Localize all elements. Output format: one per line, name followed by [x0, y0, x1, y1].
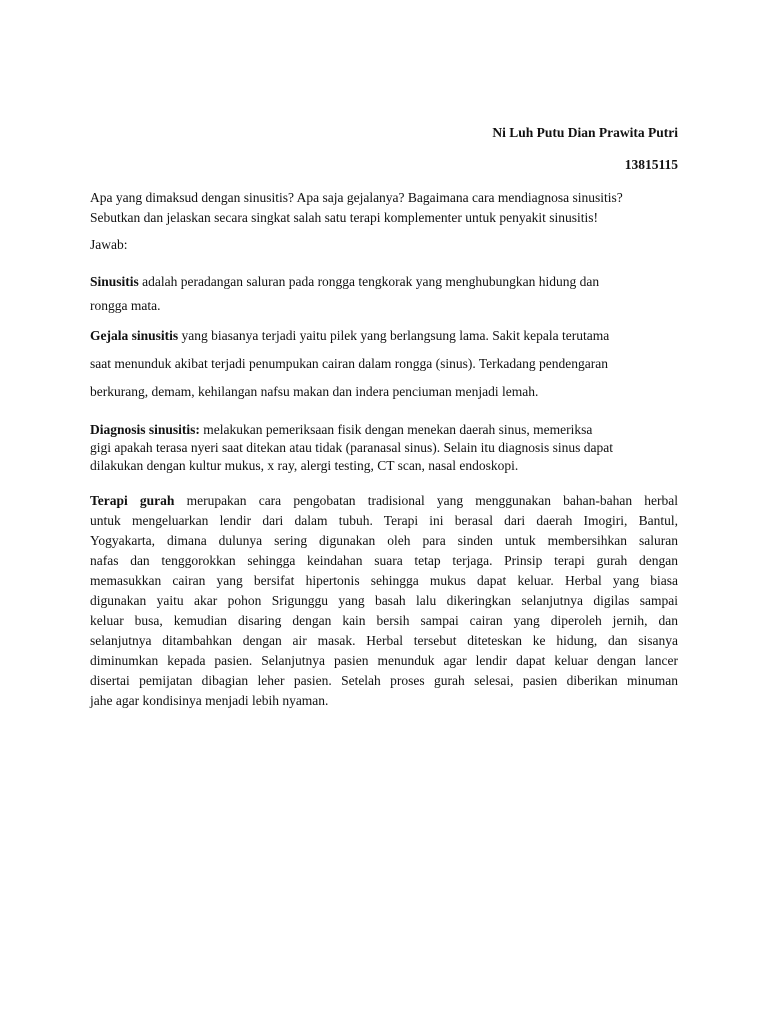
paragraph-line: disertai pemijatan dibagian leher pasien. Setelah proses gurah selesai, pasien diberikan minuman	[90, 673, 678, 688]
sinusitis-text: adalah peradangan saluran pada rongga tengkorak yang menghubungkan hidung dan	[138, 274, 600, 289]
gejala-term: Gejala sinusitis	[90, 328, 179, 343]
gejala-text: yang biasanya terjadi yaitu pilek yang berlangsung lama. Sakit kepala terutama	[178, 328, 610, 343]
diagnosis-text: melakukan pemeriksaan fisik dengan menekan daerah sinus, memeriksa	[199, 422, 593, 437]
diagnosis-paragraph	[90, 421, 680, 475]
gejala-paragraph	[90, 322, 680, 406]
paragraph-line: untuk mengeluarkan lendir dari dalam tubuh. Terapi ini berasal dari daerah Imogiri, Bantul,	[90, 513, 678, 528]
paragraph-line: rongga mata.	[90, 298, 161, 313]
paragraph-line: berkurang, demam, kehilangan nafsu makan dan indera penciuman menjadi lemah.	[90, 384, 539, 399]
paragraph-line: selanjutnya ditambahkan dengan air masak. Herbal tersebut diteteskan ke hidung, dan sisanya	[90, 633, 678, 648]
sinusitis-term: Sinusitis	[90, 274, 139, 289]
paragraph-line: diminumkan kepada pasien. Selanjutnya pasien menunduk agar lendir dapat keluar dengan lancer	[90, 653, 678, 668]
diagnosis-term: Diagnosis sinusitis:	[90, 422, 200, 437]
terapi-text: merupakan cara pengobatan tradisional yang menggunakan bahan-bahan herbal	[174, 493, 678, 508]
question-line: Sebutkan dan jelaskan secara singkat salah satu terapi komplementer untuk penyakit sinusitis!	[90, 210, 598, 225]
paragraph-line	[90, 270, 680, 294]
question-line: Apa yang dimaksud dengan sinusitis? Apa saja gejalanya? Bagaimana cara mendiagnosa sinusitis?	[90, 190, 623, 205]
answer-label: Jawab:	[90, 237, 128, 252]
paragraph-line	[90, 491, 678, 511]
terapi-paragraph	[90, 491, 678, 711]
question-text	[90, 188, 690, 228]
paragraph-line: keluar busa, kemudian disaring dengan kain bersih sampai cairan yang diperoleh jernih, dan	[90, 613, 678, 628]
sinusitis-paragraph	[90, 270, 680, 318]
paragraph-line: memasukkan cairan yang bersifat hipertonis sehingga mukus dapat keluar. Herbal yang biasa	[90, 573, 678, 588]
paragraph-line: digunakan yaitu akar pohon Srigunggu yang basah lalu dikeringkan selanjutnya digilas sampai	[90, 593, 678, 608]
paragraph-line: saat menunduk akibat terjadi penumpukan cairan dalam rongga (sinus). Terkadang pendengaran	[90, 356, 608, 371]
paragraph-line: Yogyakarta, dimana dulunya sering digunakan oleh para sinden untuk membersihkan saluran	[90, 533, 678, 548]
paragraph-line	[90, 322, 680, 350]
author-name: Ni Luh Putu Dian Prawita Putri	[492, 125, 678, 140]
paragraph-line: nafas dan tenggorokkan sehingga keindahan suara tetap terjaga. Prinsip terapi gurah dengan	[90, 553, 678, 568]
paragraph-line: gigi apakah terasa nyeri saat ditekan atau tidak (paranasal sinus). Selain itu diagnosis sinus dapat	[90, 440, 613, 455]
paragraph-line: jahe agar kondisinya menjadi lebih nyaman.	[90, 693, 329, 708]
paragraph-line	[90, 421, 680, 439]
paragraph-line: dilakukan dengan kultur mukus, x ray, alergi testing, CT scan, nasal endoskopi.	[90, 458, 519, 473]
terapi-term: Terapi gurah	[90, 493, 175, 508]
student-id: 13815115	[624, 157, 678, 172]
